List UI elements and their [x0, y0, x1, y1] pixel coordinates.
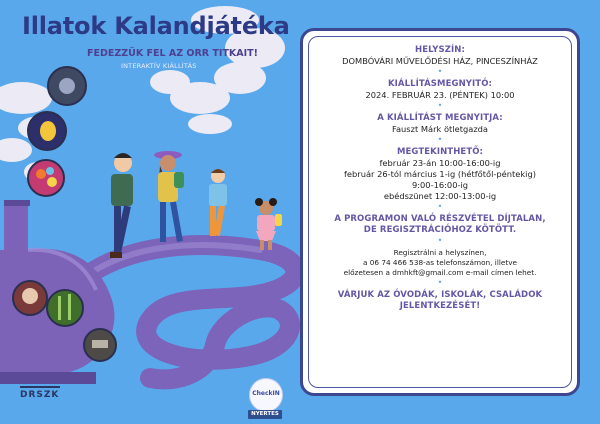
opening-section [317, 79, 563, 101]
free-entry-line: A PROGRAMON VALÓ RÉSZVÉTEL DÍJTALAN, [334, 214, 546, 224]
poster-title: Illatok Kalandjátéka [22, 12, 290, 40]
info-panel-inner [308, 36, 572, 388]
free-entry-line: DE REGISZTRÁCIÓHOZ KÖTÖTT. [363, 225, 517, 235]
checkin-badge-text: CheckIN [252, 390, 280, 397]
free-entry-section [317, 214, 563, 236]
flowers-photo [28, 160, 64, 196]
checkin-badge [249, 378, 283, 412]
viewable-line: 9:00-16:00-ig [411, 180, 469, 190]
invitation-line: JELENTKEZÉSÉT! [399, 301, 481, 311]
invitation-section [317, 290, 563, 312]
venue-heading: HELYSZÍN: [414, 45, 466, 55]
invitation-line: VÁRJUK AZ ÓVODÁK, ISKOLÁK, CSALÁDOK [337, 290, 543, 300]
registration-line: Regisztrálni a helyszínen, [393, 248, 487, 257]
info-panel [300, 28, 580, 396]
separator-dot: • [437, 278, 443, 287]
opener-heading: A KIÁLLÍTÁST MEGNYITJA: [377, 113, 503, 123]
viewable-line: ebédszünet 12:00-13:00-ig [383, 191, 497, 201]
poster-tagline: INTERAKTÍV KIÁLLÍTÁS [121, 62, 197, 70]
drszk-logo-text: DRSZK [20, 390, 60, 400]
logo-bar [20, 386, 60, 388]
forest-photo [47, 290, 83, 326]
viewable-line: február 23-án 10:00-16:00-ig [379, 158, 501, 168]
registration-section [317, 248, 563, 278]
venue-section [317, 45, 563, 67]
separator-dot: • [437, 67, 443, 76]
nyertes-label: NYERTES [248, 410, 282, 419]
separator-dot: • [437, 236, 443, 245]
viewable-heading: MEGTEKINTHETŐ: [396, 147, 484, 157]
registration-line: előzetesen a dmhkft@gmail.com e-mail címen lehet. [343, 268, 537, 277]
poster-subtitle: FEDEZZÜK FEL AZ ORR TITKAIT! [87, 48, 258, 59]
viewable-line: február 26-tól március 1-ig (hétfőtől-péntekig) [344, 169, 536, 179]
separator-dot: • [437, 135, 443, 144]
registration-line: a 06 74 466 538-as telefonszámon, illetve [362, 258, 518, 267]
drszk-logo [20, 386, 60, 400]
venue-text: DOMBÓVÁRI MŰVELŐDÉSI HÁZ, PINCESZÍNHÁZ [342, 56, 538, 66]
separator-dot: • [437, 202, 443, 211]
separator-dot: • [437, 101, 443, 110]
opening-heading: KIÁLLÍTÁSMEGNYITÓ: [387, 79, 493, 89]
opener-section [317, 113, 563, 135]
opening-text: 2024. FEBRUÁR 23. (PÉNTEK) 10:00 [365, 90, 515, 100]
viewable-section [317, 147, 563, 202]
opener-text: Fauszt Márk ötletgazda [391, 124, 489, 134]
